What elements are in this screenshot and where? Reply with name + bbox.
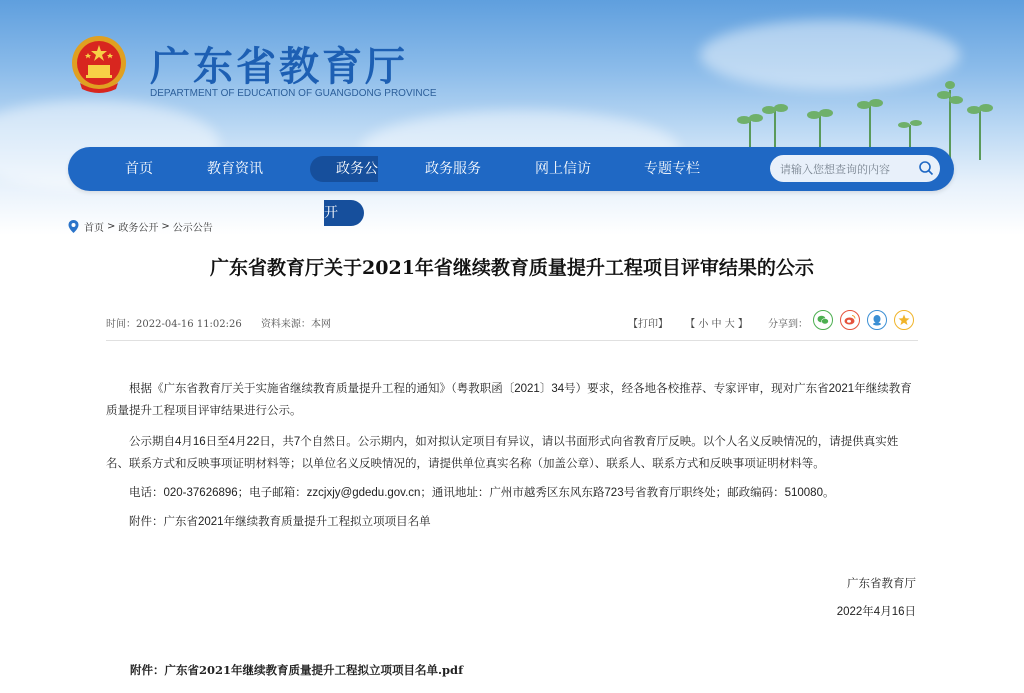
breadcrumb-government-affairs[interactable]: 政务公开: [118, 223, 159, 234]
qzone-share-button[interactable]: [894, 310, 914, 330]
site-subtitle: DEPARTMENT OF EDUCATION OF GUANGDONG PROVINCE: [150, 88, 437, 99]
breadcrumb: [68, 219, 216, 234]
signature: 广东省教育厅: [847, 578, 916, 590]
breadcrumb-separator: >: [161, 221, 170, 232]
wechat-icon: [817, 314, 829, 326]
paragraph-attachment-note: 附件：广东省2021年继续教育质量提升工程拟立项项目名单: [129, 516, 431, 528]
paragraph-notice-period: 公示期自4月16日至4月22日，共7个自然日。公示期内，如对拟认定项目有异议，请以书面形式向省教育厅反映。以个人名义反映情况的，请提供真实姓名、联系方式和反映事项证明材料等；以单位名义反映情况的，请提供单位真实名称（加盖公章）、联系人、联系方式和反映事项证明材料等。: [106, 436, 899, 470]
breadcrumb-announcements[interactable]: 公示公告: [172, 223, 213, 234]
weibo-share-button[interactable]: [840, 310, 860, 330]
nav-item-label: 政务公开: [310, 156, 378, 226]
nav-item-home[interactable]: [87, 147, 191, 191]
national-emblem-icon: [68, 33, 130, 97]
nav-item-government-services[interactable]: [401, 147, 505, 191]
font-size-switcher[interactable]: 【 小 中 大 】: [685, 319, 748, 330]
nav-item-label: 首页: [125, 161, 153, 177]
paragraph-intro: 根据《广东省教育厅关于实施省继续教育质量提升工程的通知》（粤教职函〔2021〕34号）要求，经各地各校推荐、专家评审，现对广东省2021年继续教育质量提升工程项目评审结果进行公示。: [106, 383, 912, 417]
location-pin-icon: [68, 220, 79, 233]
source-value: 本网: [310, 319, 331, 330]
nav-item-label: 专题专栏: [644, 161, 700, 177]
breadcrumb-separator: >: [107, 221, 116, 232]
nav-item-online-petition[interactable]: [511, 147, 615, 191]
time-label: 时间：: [106, 319, 136, 330]
nav-item-label: 网上信访: [535, 161, 591, 177]
publish-time: 2022-04-16 11:02:26: [136, 319, 242, 330]
site-header: [0, 0, 1024, 235]
qq-share-button[interactable]: [867, 310, 887, 330]
article-tools: [628, 315, 762, 330]
nav-item-label: 教育资讯: [207, 161, 263, 177]
search-icon[interactable]: [918, 160, 934, 176]
search-input[interactable]: [778, 159, 917, 180]
article-meta: [106, 315, 331, 330]
signature-date: 2022年4月16日: [836, 606, 916, 618]
attachment-link[interactable]: 附件：广东省2021年继续教育质量提升工程拟立项项目名单.pdf: [130, 663, 464, 677]
source-label: 资料来源：: [260, 319, 311, 330]
nav-item-education-news[interactable]: [183, 147, 287, 191]
article-title: 广东省教育厅关于2021年省继续教育质量提升工程项目评审结果的公示: [210, 257, 814, 279]
nav-item-government-affairs[interactable]: [292, 147, 396, 221]
nav-item-label: 政务服务: [425, 161, 481, 177]
print-button[interactable]: 【打印】: [628, 319, 668, 330]
qzone-icon: [898, 314, 910, 326]
site-title: 广东省教育厅: [150, 44, 408, 90]
breadcrumb-home[interactable]: 首页: [84, 223, 104, 234]
wechat-share-button[interactable]: [813, 310, 833, 330]
paragraph-contact: 电话：020-37626896；电子邮箱：zzcjxjy@gdedu.gov.cn；通讯地址：广州市越秀区东风东路723号省教育厅职终处；邮政编码：510080。: [129, 487, 835, 499]
qq-icon: [871, 314, 883, 326]
nav-item-special-topics[interactable]: [620, 147, 724, 191]
meta-divider: [106, 340, 918, 341]
weibo-icon: [844, 314, 856, 326]
search-box: [770, 155, 940, 182]
share-label: 分享到：: [768, 319, 808, 330]
